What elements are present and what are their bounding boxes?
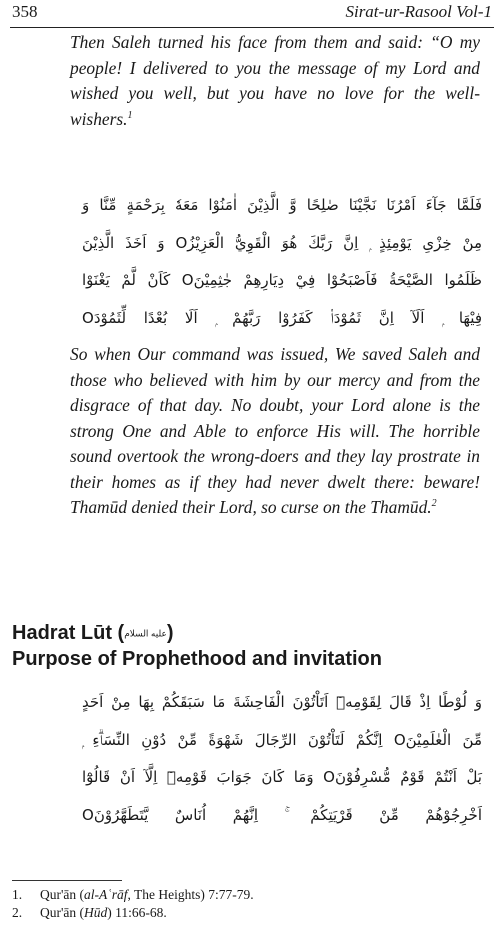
translation-paragraph-1: Then Saleh turned his face from them and said: “O my people! I delivered to you the message of my Lord and wished you well, but you have no love for the well-wishers.$^1$ — [70, 32, 480, 129]
arabic-verse-block-1 — [82, 187, 482, 337]
arabic-line: ظَلَمُوا الصَّيْحَةُ فَاَصْبَحُوْا فِيْ دِيَارِهِمْ جٰثِمِيْنَO كَاَنْ لَّمْ يَغْنَوْا — [82, 271, 482, 289]
running-title: Sirat-ur-Rasool Vol-1 — [345, 2, 492, 21]
section-heading: Hadrat Lūt (عليه السلام) — [12, 622, 174, 644]
arabic-line: مِّنَ الْعٰلَمِيْنَO اِنَّكُمْ لَتَاْتُوْنَ الرِّجَالَ شَهْوَةً مِّنْ دُوْنِ النِّسَاۗءِ ۭ — [82, 730, 483, 749]
footnote-item: 1. Qur'ān (al-Aʿrāf, The Heights) 7:77-79. — [12, 887, 254, 902]
header-rule — [10, 27, 494, 28]
arabic-line: وَ لُوْطًا اِذْ قَالَ لِقَوْمِهٖٓ اَتَاْتُوْنَ الْفَاحِشَةَ مَا سَبَقَكُمْ بِهَا مِنْ اَحَدٍ — [82, 693, 482, 711]
footnotes — [12, 886, 254, 922]
arabic-line: فَلَمَّا جَآءَ اَمْرُنَا نَجَّيْنَا صٰلِحًا وَّ الَّذِيْنَ اٰمَنُوْا مَعَهٗ بِرَحْمَةٍ مِّنَّا وَ — [82, 196, 482, 214]
footnote-ref-2: 2 — [431, 498, 437, 510]
footnote-ref-1: 1 — [127, 109, 133, 121]
page-header — [0, 0, 500, 26]
arabic-line: فِيْهَا ۭ اَلَآ اِنَّ ثَمُوْدَا۟ كَفَرُوْا رَبَّهُمْ ۭ اَلَا بُعْدًا لِّثَمُوْدَO — [82, 308, 482, 327]
footnote-item: 2. Qur'ān (Hūd) 11:66-68. — [12, 905, 167, 920]
section-subheading: Purpose of Prophethood and invitation — [12, 648, 382, 670]
honorific-glyph: عليه السلام — [124, 628, 167, 639]
arabic-line: بَلْ اَنْتُمْ قَوْمٌ مُّسْرِفُوْنَO وَمَا كَانَ جَوَابَ قَوْمِهٖٓ اِلَّآ اَنْ قَالُوْٓا — [82, 768, 482, 786]
arabic-line: اَخْرِجُوْهُمْ مِّنْ قَرْيَتِكُمْ ۚ اِنَّهُمْ اُنَاسٌ يَّتَطَهَّرُوْنَO — [82, 805, 482, 824]
footnote-rule — [12, 880, 122, 881]
arabic-verse-block-2 — [82, 684, 482, 834]
page-number: 358 — [12, 2, 38, 21]
arabic-line: مِنْ خِزْىِ يَوْمِئِذٍ ۭ اِنَّ رَبَّكَ هُوَ الْقَوِيُّ الْعَزِيْزُO وَ اَخَذَ الَّذِيْنَ — [82, 233, 482, 252]
translation-paragraph-2: So when Our command was issued, We saved Saleh and those who believed with him by our mercy and from the disgrace of that day. No doubt, your Lord alone is the strong One and Able to enforce His will. The horrible sound overtook the wrong-doers and they lay prostrate in their homes as if they had never dwelt there: beware! Thamūd denied their Lord, so curse on the Thamūd.$^2$ — [70, 344, 480, 517]
